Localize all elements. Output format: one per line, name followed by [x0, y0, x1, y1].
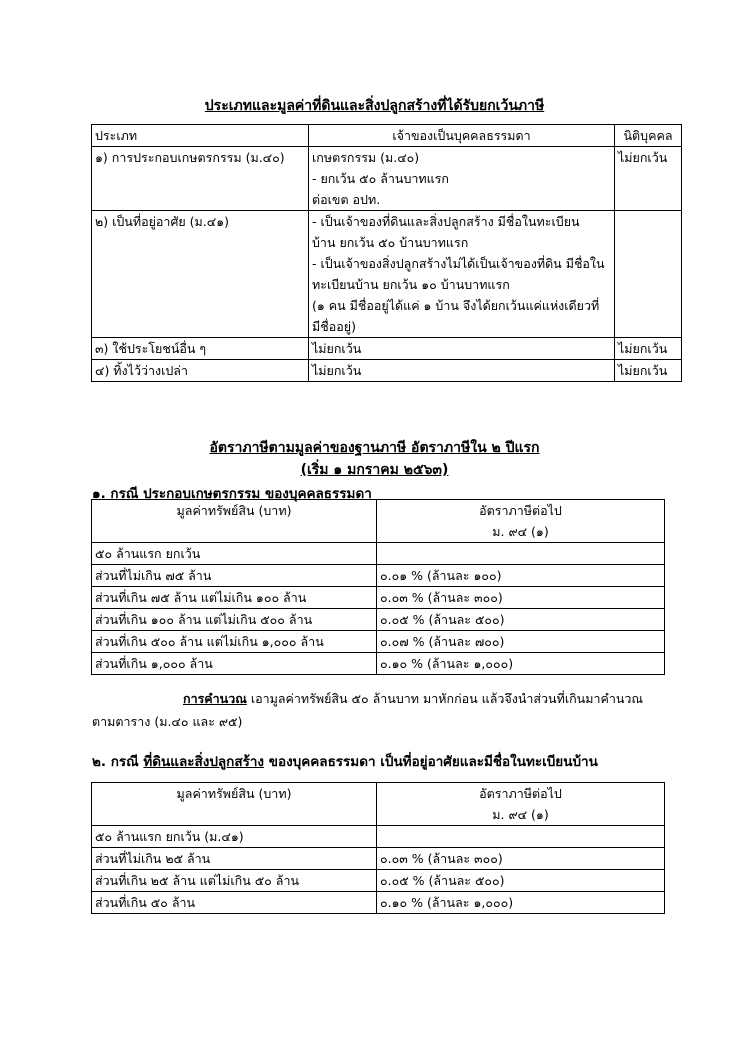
- table-row: [92, 147, 682, 211]
- header-cell: ประเภท: [92, 125, 309, 147]
- juristic-cell: ไม่ยกเว้น: [615, 338, 682, 360]
- type-cell: ๔) ทิ้งไว้ว่างเปล่า: [92, 360, 309, 382]
- value-cell: ส่วนที่เกิน ๑๐๐ ล้าน แต่ไม่เกิน ๕๐๐ ล้าน: [92, 609, 377, 631]
- section1-suffix: ของบุคคลธรรมดา: [264, 486, 372, 502]
- table-header-row: [92, 500, 665, 543]
- rate-cell: [377, 826, 665, 848]
- rate-cell: ๐.๐๑ % (ล้านละ ๑๐๐): [377, 565, 665, 587]
- header-rate-line: อัตราภาษีต่อไป: [479, 786, 562, 801]
- section2-table: [91, 782, 665, 914]
- value-cell: ส่วนที่เกิน ๕๐ ล้าน: [92, 892, 377, 914]
- header-cell: นิติบุคคล: [615, 125, 682, 147]
- person-cell: [309, 211, 615, 338]
- cell-line: - เป็นเจ้าของสิ่งปลูกสร้างไม่ได้เป็นเจ้าของที่ดิน มีชื่อใน: [312, 256, 605, 271]
- table-row: [92, 609, 665, 631]
- cell-line: บ้าน ยกเว้น ๕๐ บ้านบาทแรก: [312, 235, 469, 250]
- value-cell: ส่วนที่เกิน ๑,๐๐๐ ล้าน: [92, 653, 377, 675]
- section2-underlined: ที่ดินและสิ่งปลูกสร้าง: [143, 754, 265, 770]
- rate-title: อัตราภาษีตามมูลค่าของฐานภาษี อัตราภาษีใน ๒ ปีแรก: [209, 440, 540, 456]
- header-rate: [377, 500, 665, 543]
- cell-line: ต่อเขต อปท.: [312, 192, 381, 207]
- table-row: [92, 848, 665, 870]
- table-row: [92, 653, 665, 675]
- cell-line: - ยกเว้น ๕๐ ล้านบาทแรก: [312, 171, 450, 186]
- calc-text: เอามูลค่าทรัพย์สิน ๕๐ ล้านบาท มาหักก่อน แล้วจึงนำส่วนที่เกินมาคำนวณ: [246, 691, 644, 706]
- section2-suffix: ของบุคคลธรรมดา เป็นที่อยู่อาศัยและมีชื่อในทะเบียนบ้าน: [268, 754, 598, 770]
- section1-table: [91, 499, 665, 675]
- table-row: [92, 892, 665, 914]
- header-rate: [377, 783, 665, 826]
- table-row: [92, 587, 665, 609]
- person-cell: [309, 147, 615, 211]
- rate-cell: ๐.๐๓ % (ล้านละ ๓๐๐): [377, 848, 665, 870]
- table-row: [92, 543, 665, 565]
- type-cell: ๑) การประกอบเกษตรกรรม (ม.๔๐): [92, 147, 309, 211]
- header-value: มูลค่าทรัพย์สิน (บาท): [92, 500, 377, 543]
- table-row: [92, 631, 665, 653]
- header-rate-line: ม. ๙๔ (๑): [492, 807, 549, 822]
- header-rate-line: อัตราภาษีต่อไป: [479, 503, 562, 518]
- cell-line: ทะเบียนบ้าน ยกเว้น ๑๐ บ้านบาทแรก: [312, 277, 510, 292]
- table-row: [92, 338, 682, 360]
- person-cell: ไม่ยกเว้น: [309, 360, 615, 382]
- table-row: [92, 826, 665, 848]
- value-cell: ส่วนที่ไม่เกิน ๗๕ ล้าน: [92, 565, 377, 587]
- value-cell: ส่วนที่เกิน ๗๕ ล้าน แต่ไม่เกิน ๑๐๐ ล้าน: [92, 587, 377, 609]
- rate-cell: ๐.๐๕ % (ล้านละ ๕๐๐): [377, 609, 665, 631]
- rate-cell: ๐.๑๐ % (ล้านละ ๑,๐๐๐): [377, 653, 665, 675]
- section1-prefix: ๑. กรณี: [92, 486, 139, 502]
- type-cell: ๓) ใช้ประโยชน์อื่น ๆ: [92, 338, 309, 360]
- section2-prefix: ๒. กรณี: [92, 754, 139, 770]
- rate-cell: [377, 543, 665, 565]
- table-header-row: [92, 783, 665, 826]
- cell-line: มีชื่ออยู่): [312, 319, 356, 334]
- juristic-cell: [615, 211, 682, 338]
- rate-cell: ๐.๐๓ % (ล้านละ ๓๐๐): [377, 587, 665, 609]
- value-cell: ส่วนที่ไม่เกิน ๒๕ ล้าน: [92, 848, 377, 870]
- value-cell: ๕๐ ล้านแรก ยกเว้น (ม.๔๑): [92, 826, 377, 848]
- section2-heading: [92, 750, 598, 772]
- calc-label: การคำนวณ: [183, 691, 247, 706]
- calc-note: [183, 689, 643, 709]
- juristic-cell: ไม่ยกเว้น: [615, 360, 682, 382]
- table-row: [92, 211, 682, 338]
- cell-line: - เป็นเจ้าของที่ดินและสิ่งปลูกสร้าง มีชื่อในทะเบียน: [312, 214, 580, 229]
- rate-subtitle: (เริ่ม ๑ มกราคม ๒๕๖๓): [300, 462, 449, 478]
- header-rate-line: ม. ๙๔ (๑): [492, 524, 549, 539]
- header-cell: เจ้าของเป็นบุคคลธรรมดา: [309, 125, 615, 147]
- section1-underlined: ประกอบเกษตรกรรม: [143, 486, 261, 502]
- value-cell: ส่วนที่เกิน ๕๐๐ ล้าน แต่ไม่เกิน ๑,๐๐๐ ล้าน: [92, 631, 377, 653]
- page-title: ประเภทและมูลค่าที่ดินและสิ่งปลูกสร้างที่ได้รับยกเว้นภาษี: [204, 98, 545, 114]
- table-row: [92, 565, 665, 587]
- table-header-row: [92, 125, 682, 147]
- calc-note-cont: ตามตาราง (ม.๔๐ และ ๙๕): [92, 714, 243, 729]
- value-cell: ส่วนที่เกิน ๒๕ ล้าน แต่ไม่เกิน ๕๐ ล้าน: [92, 870, 377, 892]
- type-cell: ๒) เป็นที่อยู่อาศัย (ม.๔๑): [92, 211, 309, 338]
- cell-line: (๑ คน มีชื่ออยู่ได้แค่ ๑ บ้าน จึงได้ยกเว้นแค่แห่งเดียวที่: [312, 298, 600, 313]
- value-cell: ๕๐ ล้านแรก ยกเว้น: [92, 543, 377, 565]
- exempt-table: [91, 124, 682, 382]
- rate-cell: ๐.๐๕ % (ล้านละ ๕๐๐): [377, 870, 665, 892]
- rate-cell: ๐.๐๗ % (ล้านละ ๗๐๐): [377, 631, 665, 653]
- table-row: [92, 870, 665, 892]
- rate-cell: ๐.๑๐ % (ล้านละ ๑,๐๐๐): [377, 892, 665, 914]
- table-row: [92, 360, 682, 382]
- juristic-cell: ไม่ยกเว้น: [615, 147, 682, 211]
- person-cell: ไม่ยกเว้น: [309, 338, 615, 360]
- cell-line: เกษตรกรรม (ม.๔๐): [312, 150, 420, 165]
- header-value: มูลค่าทรัพย์สิน (บาท): [92, 783, 377, 826]
